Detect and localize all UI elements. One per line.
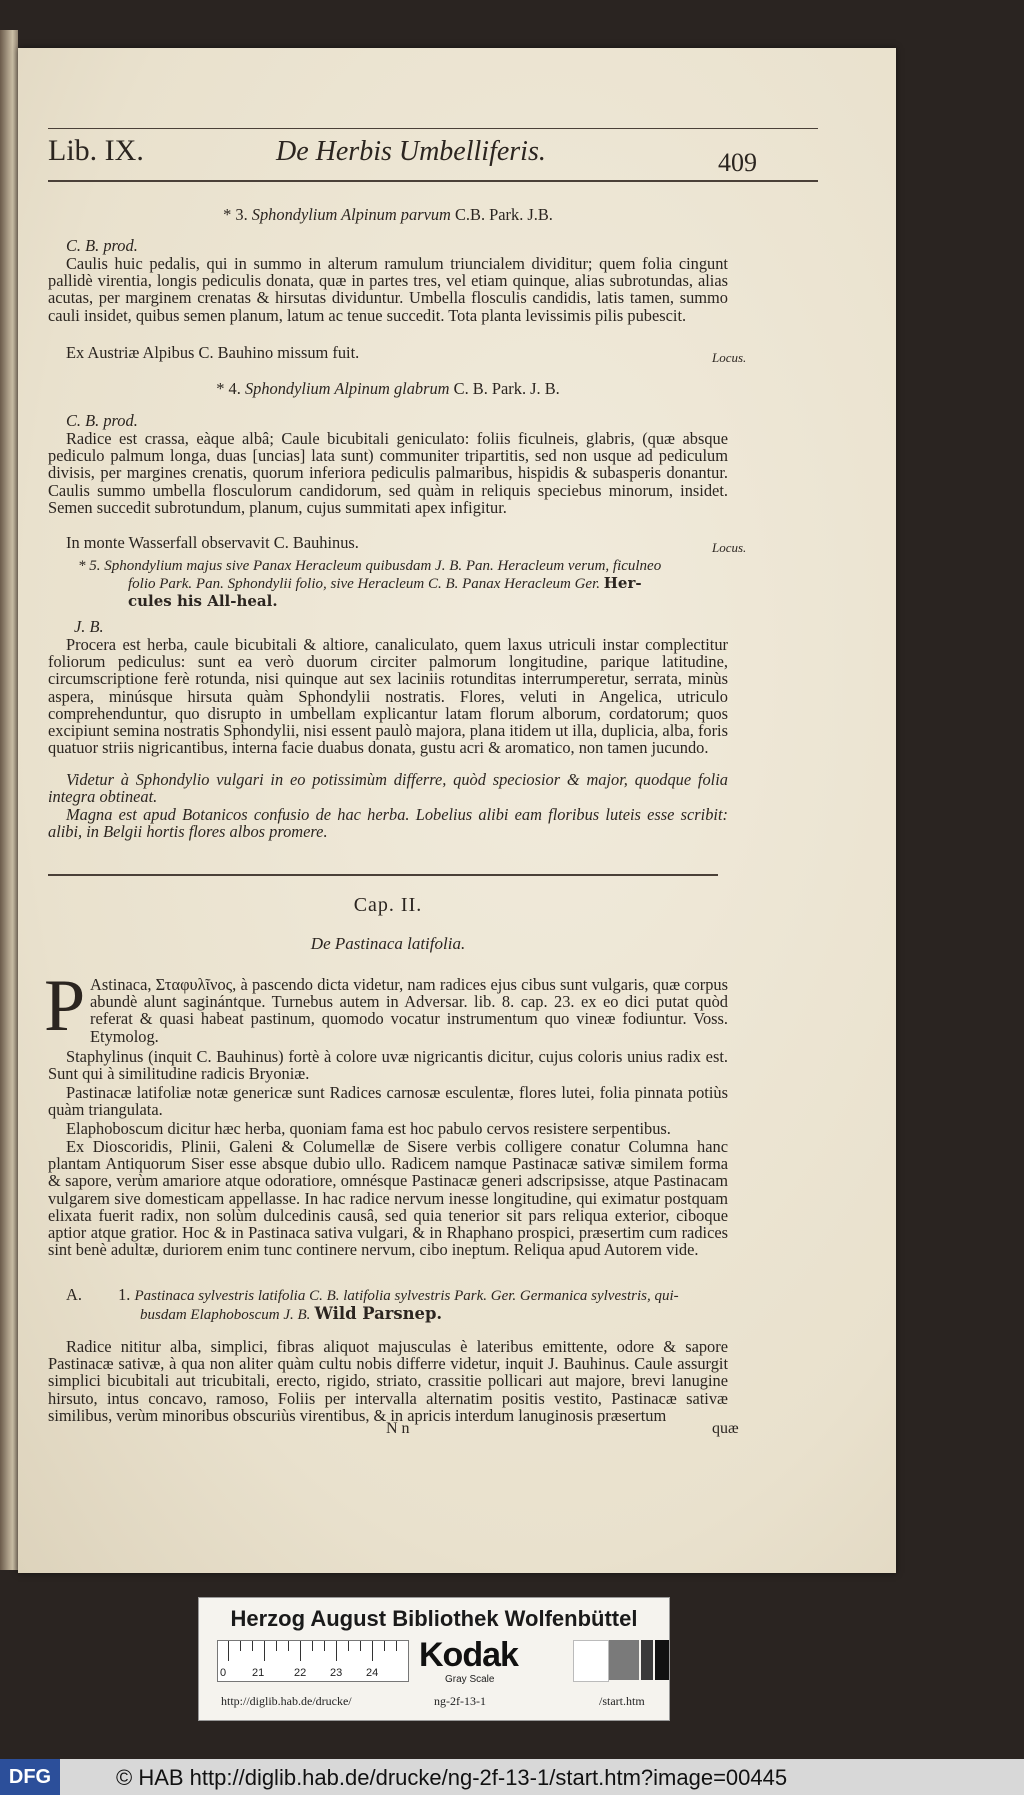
- url-part-start: /start.htm: [599, 1694, 645, 1708]
- section-4-source: C. B. prod.: [66, 411, 138, 430]
- dfg-logo: DFG: [0, 1759, 60, 1795]
- section-5-note-2: Magna est apud Botanicos confusio de hac herba. Lobelius alibi eam floribus luteis esse scribit: alibi, in Belgii hortis flores albos promere.: [48, 805, 728, 842]
- book-page: [18, 48, 896, 1573]
- section-3-locus: Ex Austriæ Alpibus C. Bauhino missum fuit.: [66, 343, 360, 362]
- ruler-label: 22: [294, 1667, 307, 1679]
- section-4-body: Radice est crassa, eàque albâ; Caule bicubitali geniculato: foliis ficulneis, glabris, (quæ absque pediculo palmum longa, duas [uncias] lata sunt) communiter tripartitis, sed non usque ad pediculum divisis, per margines crenatis, quorum inferiora pediculis palmaribus, hispidis & subasperis donantur. Caulis summo umbella flosculorum candidorum, sed quàm in reliquis speciebus minorum, insidet. Semen succedit subrotundum, planum, cujus summitati apex infigitur.: [48, 429, 728, 517]
- swatch-dark: [641, 1640, 653, 1680]
- chapter-rule: [48, 874, 718, 876]
- section-3-margin-note: Locus.: [712, 350, 747, 365]
- institution-name: Herzog August Bibliothek Wolfenbüttel: [230, 1606, 638, 1631]
- section-3-source: C. B. prod.: [66, 236, 138, 255]
- color-calibration-bar: [198, 1597, 670, 1721]
- ruler-label: 24: [366, 1667, 379, 1679]
- section-5-note-1: Videtur à Sphondylio vulgari in eo potissimùm differre, quòd speciosior & major, quodque folia integra obtineat.: [48, 770, 728, 807]
- ruler: [217, 1640, 409, 1682]
- section-4-margin-note: Locus.: [712, 540, 747, 555]
- footer-bar: [0, 1759, 1024, 1795]
- signature-mark: N n: [386, 1420, 410, 1437]
- header-title: De Herbis Umbelliferis.: [276, 136, 546, 167]
- chapter-para-3: Pastinacæ latifoliæ notæ genericæ sunt Radices carnosæ esculentæ, flores lutei, folia pinnata potiùs quàm triangulata.: [48, 1083, 728, 1120]
- page-number: 409: [718, 148, 757, 177]
- url-part-id: ng-2f-13-1: [434, 1694, 486, 1708]
- ruler-label: 23: [330, 1667, 343, 1679]
- url-part-base: http://diglib.hab.de/drucke/: [221, 1694, 352, 1708]
- copyright-link[interactable]: © HAB http://diglib.hab.de/drucke/ng-2f-13-1/start.htm?image=00445: [116, 1765, 788, 1790]
- chapter-para-1: Astinaca, Σταφυλῖνος, à pascendo dicta videtur, nam radices ejus cibus sunt vulgaris, quæ corpus abundè alunt saginántque. Turnebus autem in Adversar. lib. 8. cap. 23. ex eo dici putat quòd referat & quasi habeat pastinum, quomodo vocatur instrumentum quo vineæ fodiuntur. Voss. Etymolog.: [90, 975, 728, 1046]
- chapter-para-2: Staphylinus (inquit C. Bauhinus) fortè à colore uvæ nigricantis dicitur, cujus coloris unius radix est. Sunt qui à similitudine radicis Bryoniæ.: [48, 1047, 728, 1084]
- section-4-heading: * 4. Sphondylium Alpinum glabrum C. B. Park. J. B.: [216, 379, 560, 398]
- subsection-a-heading: A. 1. Pastinaca sylvestris latifolia C. B. latifolia sylvestris Park. Ger. Germanica sylvestris, qui- busdam Elaphoboscum J. B. Wild Parsnep.: [66, 1285, 679, 1324]
- section-5-source: J. B.: [74, 617, 104, 636]
- gray-scale-label: Gray Scale: [445, 1674, 495, 1685]
- swatch-white: [573, 1640, 609, 1682]
- section-5-body: Procera est herba, caule bicubitali & altiore, canaliculato, quem laxus utriculi instar complectitur foliorum pediculus: sunt ea verò duorum circiter palmorum longitudine, parique latitudine, circumscriptione ferè rotunda, nisi quinque aut sex laciniis rotunditas interrumperetur, serrata, minùs aspera, minúsque hirsuta quàm Sphondylii nostratis. Flores, veluti in Angelica, utriculo comprehenduntur, quo disrupto in umbellam explicantur latam florum alborum, cordatorum; quos excipiunt semina nostratis Sphondylii, nisi essent paulò majora, plana itidem ut illa, duplicia, alba, foris quatuor striis nigricantibus, interna facie duabus donata, gustu acri & aromatico, non tamen jucundo.: [48, 635, 728, 758]
- section-3-body: Caulis huic pedalis, qui in summo in alterum ramulum triuncialem dividitur; quem folia cingunt pallidè virentia, longis pediculis donata, quæ in partes tres, vel etiam quinque, alias subrotundas, alias acutas, per marginem crenatas & hirsutas dividuntur. Umbella flosculis candidis, latis tamen, summo cauli insidet, quibus semen planum, latum ac tenue succedit. Tota planta levissimis pilis pubescit.: [48, 254, 728, 325]
- catchword: quæ: [712, 1420, 739, 1437]
- chapter-number: Cap. II.: [353, 894, 423, 916]
- header-rule-top: [48, 128, 818, 129]
- header-rule: [48, 180, 818, 182]
- page-edge: [0, 30, 18, 1570]
- drop-cap: P: [44, 965, 86, 1047]
- section-3-heading: * 3. Sphondylium Alpinum parvum C.B. Park. J.B.: [223, 205, 553, 224]
- header-book: Lib. IX.: [48, 134, 144, 167]
- subsection-a-body: Radice nititur alba, simplici, fibras aliquot majusculas è lateribus emittente, odore & sapore Pastinacæ sativæ, à qua non aliter quàm cultu nobis differre videtur, inquit J. Bauhinus. Caule assurgit simplici bicubitali aut tricubitali, erecto, rigido, striato, crassitie pollicari aut majore, brevi lanugine hirsuto, intus concavo, ramoso, Foliis per intervalla alternatim positis vestito, Pastinacæ sativæ similibus, verùm minoribus obscuriùs virentibus, & in apricis interdum lanuginosis præsertum: [48, 1337, 728, 1425]
- section-5-heading: * 5. Sphondylium majus sive Panax Heracleum quibusdam J. B. Pan. Heracleum verum, ficulneo folio Park. Pan. Sphondylii folio, sive Heracleum C. B. Panax Heracleum Ger. Her- cules his All-heal.: [78, 558, 662, 611]
- swatch-black: [655, 1640, 669, 1680]
- chapter-para-5: Ex Dioscoridis, Plinii, Galeni & Columellæ de Sisere verbis colligere conatur Columna hanc plantam Antiquorum Siser esse absque dubio ullo. Radicem namque Pastinacæ sativæ similem forma & sapore, verùm amariore atque odoratiore, omnésque Pastinacæ generi adscripsisse, atque Pastinacam vulgarem sive domesticam appellasse. In hac radice nervum inesse longitudine, qui eximatur postquam elixata fuerit radix, non solùm dulcedinis causâ, sed quia tenerior sit pars reliqua exterior, ciboque aptior atque gratior. Hoc & in Pastinaca sativa vulgari, & in Rhaphano prospici, præsertim cum radices sint benè adultæ, duriorem enim tunc continere nervum, cibo ineptum. Reliqua apud Autorem vide.: [48, 1137, 728, 1260]
- chapter-title: De Pastinaca latifolia.: [310, 934, 466, 953]
- section-4-locus: In monte Wasserfall observavit C. Bauhinus.: [66, 533, 359, 552]
- ruler-label: 21: [252, 1667, 265, 1679]
- chapter-para-4: Elaphoboscum dicitur hæc herba, quoniam fama est hoc pabulo cervos resistere serpentibus.: [66, 1119, 671, 1138]
- kodak-logo: Kodak: [419, 1636, 518, 1674]
- ruler-label: 0: [220, 1667, 227, 1679]
- swatch-gray: [609, 1640, 639, 1680]
